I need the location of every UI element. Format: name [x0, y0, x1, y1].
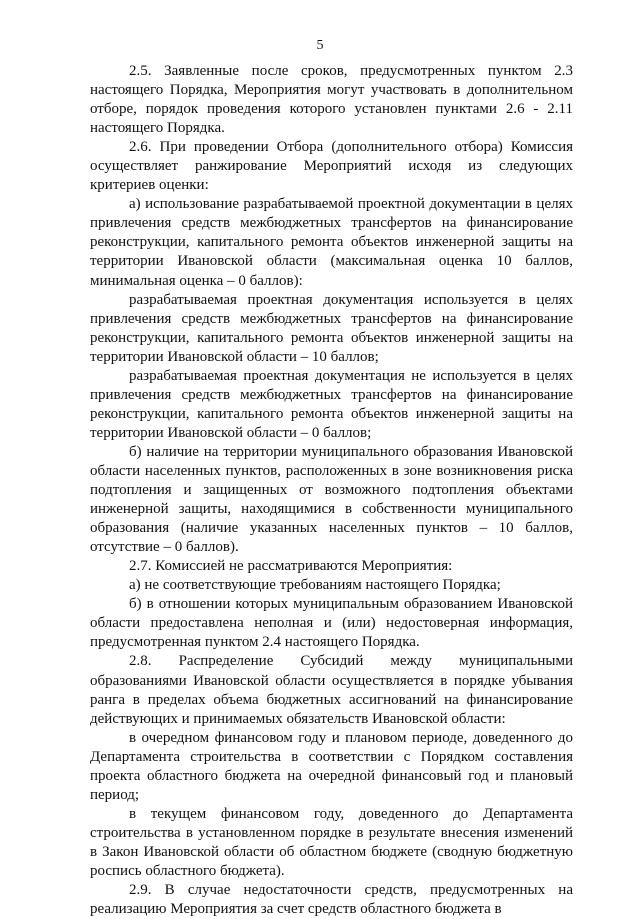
criterion-a-option-used: разрабатываемая проектная документация используется в целях привлечения средств межбюджетных трансфертов на финансирование реконструкции, капитального ремонта объектов инженерной защиты на территории Ивановской области – 10 баллов; [90, 291, 573, 365]
exclusion-a: а) не соответствующие требованиям настоящего Порядка; [129, 577, 501, 594]
document-body [90, 62, 573, 919]
paragraph-2-7: 2.7. Комиссией не рассматриваются Мероприятия: [129, 558, 453, 575]
exclusion-b: б) в отношении которых муниципальным образованием Ивановской области предоставлена неполная и (или) недостоверная информация, предусмотренная пунктом 2.4 настоящего Порядка. [90, 596, 573, 651]
paragraph-2-8: 2.8. Распределение Субсидий между муниципальными образованиями Ивановской области осуществляется в порядке убывания ранга в пределах объема бюджетных ассигнований на финансирование действующих и принимаемых обязательств Ивановской области: [90, 653, 573, 727]
page-number: 5 [316, 38, 324, 53]
criterion-b: б) наличие на территории муниципального образования Ивановской области населенных пунктов, расположенных в зоне возникновения риска подтопления и защищенных от возможного подтопления объектами инженерной защиты, находящимися в собственности муниципального образования (наличие указанных населенных пунктов – 10 баллов, отсутствие – 0 баллов). [90, 443, 573, 556]
allocation-current-year: в текущем финансовом году, доведенного до Департамента строительства в установленном порядке в результате внесения изменений в Закон Ивановской области об областном бюджете (сводную бюджетную роспись областного бюджета). [90, 805, 573, 879]
allocation-next-year: в очередном финансовом году и плановом периоде, доведенного до Департамента строительства в соответствии с Порядком составления проекта областного бюджета на очередной финансовый год и плановый период; [90, 729, 573, 803]
paragraph-2-6: 2.6. При проведении Отбора (дополнительного отбора) Комиссия осуществляет ранжирование Мероприятий исходя из следующих критериев оценки: [90, 139, 573, 194]
paragraph-2-9: 2.9. В случае недостаточности средств, предусмотренных на реализацию Мероприятия за счет средств областного бюджета в [90, 882, 573, 918]
paragraph-2-5: 2.5. Заявленные после сроков, предусмотренных пунктом 2.3 настоящего Порядка, Мероприятия могут участвовать в дополнительном отборе, порядок проведения которого установлен пунктами 2.6 - 2.11 настоящего Порядка. [90, 63, 573, 137]
criterion-a-option-not-used: разрабатываемая проектная документация не используется в целях привлечения средств межбюджетных трансфертов на финансирование реконструкции, капитального ремонта объектов инженерной защиты на территории Ивановской области – 0 баллов; [90, 367, 573, 441]
criterion-a: а) использование разрабатываемой проектной документации в целях привлечения средств межбюджетных трансфертов на финансирование реконструкции, капитального ремонта объектов инженерной защиты на территории Ивановской области (максимальная оценка 10 баллов, минимальная оценка – 0 баллов): [90, 196, 573, 289]
